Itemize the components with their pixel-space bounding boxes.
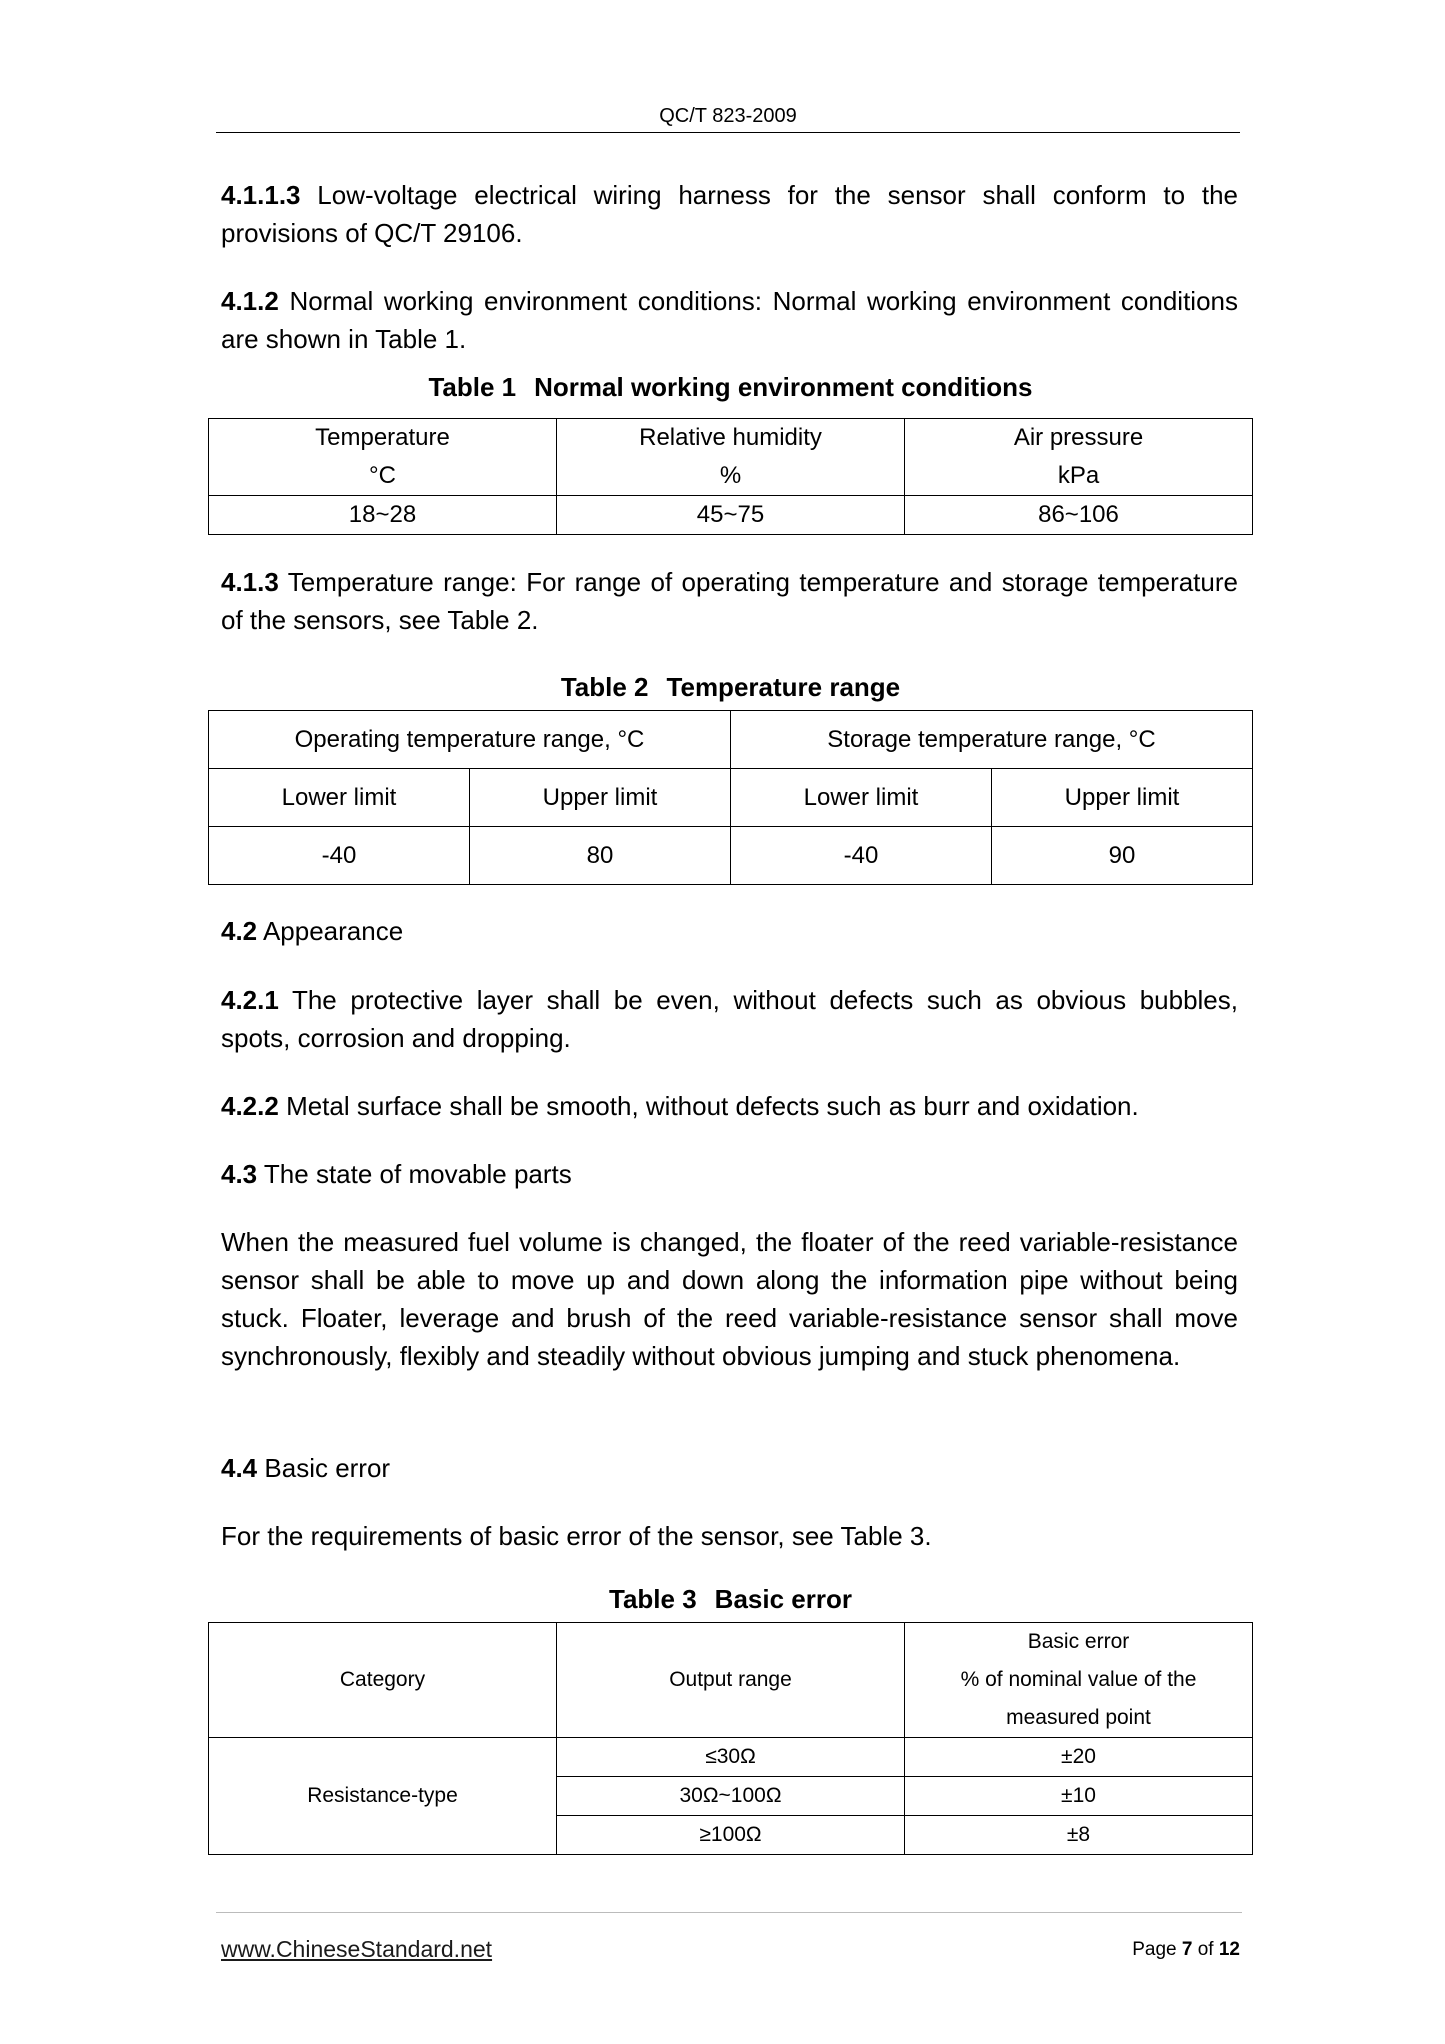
table-1-caption bbox=[208, 370, 1253, 404]
table-cell: -40 bbox=[731, 827, 992, 885]
table-cell: 90 bbox=[992, 827, 1253, 885]
header-divider bbox=[216, 132, 1240, 133]
table-cell: ±8 bbox=[905, 1816, 1253, 1855]
table-cell: 30Ω~100Ω bbox=[557, 1777, 905, 1816]
table-title: Basic error bbox=[714, 1584, 852, 1614]
footer-divider bbox=[216, 1912, 1242, 1913]
table-header-row bbox=[209, 1623, 1253, 1738]
header-cell-category: Category bbox=[209, 1623, 557, 1738]
header-label: Relative humidity bbox=[639, 424, 822, 451]
clause-4-3 bbox=[221, 1155, 1238, 1193]
clause-text: Normal working environment conditions: Normal working environment conditions are shown in Table 1. bbox=[221, 286, 1238, 354]
subheader-cell: Lower limit bbox=[209, 769, 470, 827]
clause-text: Low-voltage electrical wiring harness for the sensor shall conform to the provisions of QC/T 29106. bbox=[221, 180, 1238, 248]
unit-label: kPa bbox=[1057, 462, 1100, 489]
clause-4-3-body: When the measured fuel volume is changed, the floater of the reed variable-resistance sensor shall be able to move up and down along the information pipe without being stuck. Floater, leverage and brush of the reed variable-resistance sensor shall move synchronously, flexibly and steadily without obvious jumping and stuck phenomena. bbox=[221, 1227, 1238, 1371]
group-header-cell: Operating temperature range, °C bbox=[209, 711, 731, 769]
clause-4-1-1-3 bbox=[221, 176, 1238, 252]
clause-4-2 bbox=[221, 912, 1238, 950]
table-header-row bbox=[209, 419, 1253, 496]
clause-text: Appearance bbox=[262, 916, 404, 946]
clause-number: 4.1.1.3 bbox=[221, 180, 301, 210]
table-1-environment-conditions bbox=[208, 418, 1253, 535]
header-line: Basic error bbox=[1027, 1630, 1130, 1653]
clause-4-4-body: For the requirements of basic error of the sensor, see Table 3. bbox=[221, 1521, 932, 1551]
page-total: 12 bbox=[1218, 1939, 1240, 1960]
header-cell bbox=[905, 419, 1253, 496]
table-label: Table 3 bbox=[609, 1584, 697, 1614]
table-group-header-row bbox=[209, 711, 1253, 769]
document-id-header: QC/T 823-2009 bbox=[659, 105, 797, 127]
table-2-caption bbox=[208, 670, 1253, 704]
clause-4-1-3 bbox=[221, 563, 1238, 639]
header-cell bbox=[209, 419, 557, 496]
table-cell: 45~75 bbox=[557, 496, 905, 535]
clause-4-4 bbox=[221, 1449, 1238, 1487]
header-cell-output-range: Output range bbox=[557, 1623, 905, 1738]
clause-number: 4.1.2 bbox=[221, 286, 279, 316]
table-3-caption bbox=[208, 1582, 1253, 1616]
clause-text: The state of movable parts bbox=[263, 1159, 572, 1189]
table-title: Normal working environment conditions bbox=[534, 372, 1033, 402]
clause-number: 4.2 bbox=[221, 916, 258, 946]
table-title: Temperature range bbox=[666, 672, 901, 702]
table-label: Table 2 bbox=[560, 672, 649, 702]
unit-label: °C bbox=[369, 462, 396, 489]
table-cell: -40 bbox=[209, 827, 470, 885]
table-cell: ≥100Ω bbox=[557, 1816, 905, 1855]
page-number bbox=[1132, 1937, 1240, 1963]
footer-website-link[interactable]: www.ChineseStandard.net bbox=[221, 1936, 493, 1962]
table-2-temperature-range bbox=[208, 710, 1253, 885]
clause-text: The protective layer shall be even, without defects such as obvious bubbles, spots, corrosion and dropping. bbox=[221, 985, 1238, 1053]
table-row bbox=[209, 1738, 1253, 1777]
unit-label: % bbox=[719, 462, 742, 489]
clause-text: Temperature range: For range of operating temperature and storage temperature of the sensors, see Table 2. bbox=[221, 567, 1238, 635]
clause-number: 4.1.3 bbox=[221, 567, 279, 597]
table-label: Table 1 bbox=[428, 372, 517, 402]
table-cell: ±20 bbox=[905, 1738, 1253, 1777]
group-header-cell: Storage temperature range, °C bbox=[731, 711, 1253, 769]
table-cell: 18~28 bbox=[209, 496, 557, 535]
table-subheader-row bbox=[209, 769, 1253, 827]
clause-4-2-2 bbox=[221, 1087, 1238, 1125]
page-prefix: Page bbox=[1132, 1939, 1177, 1960]
table-cell: ±10 bbox=[905, 1777, 1253, 1816]
clause-number: 4.2.2 bbox=[221, 1091, 279, 1121]
clause-text: Metal surface shall be smooth, without defects such as burr and oxidation. bbox=[286, 1091, 1139, 1121]
clause-4-2-1 bbox=[221, 981, 1238, 1057]
clause-number: 4.2.1 bbox=[221, 985, 279, 1015]
clause-text: Basic error bbox=[264, 1453, 391, 1483]
page-of: of bbox=[1197, 1939, 1214, 1960]
clause-4-1-2 bbox=[221, 282, 1238, 358]
header-label: Air pressure bbox=[1013, 424, 1144, 451]
table-cell: 86~106 bbox=[905, 496, 1253, 535]
header-cell-basic-error bbox=[905, 1623, 1253, 1738]
subheader-cell: Lower limit bbox=[731, 769, 992, 827]
table-cell: ≤30Ω bbox=[557, 1738, 905, 1777]
subheader-cell: Upper limit bbox=[992, 769, 1253, 827]
clause-number: 4.3 bbox=[221, 1159, 258, 1189]
header-line: % of nominal value of the bbox=[960, 1668, 1197, 1691]
category-cell: Resistance-type bbox=[209, 1738, 557, 1855]
table-row bbox=[209, 827, 1253, 885]
page-current: 7 bbox=[1181, 1939, 1193, 1960]
table-cell: 80 bbox=[470, 827, 731, 885]
table-3-basic-error bbox=[208, 1622, 1253, 1855]
header-line: measured point bbox=[1006, 1706, 1151, 1729]
header-label: Temperature bbox=[315, 424, 450, 451]
clause-number: 4.4 bbox=[221, 1453, 258, 1483]
header-cell bbox=[557, 419, 905, 496]
subheader-cell: Upper limit bbox=[470, 769, 731, 827]
table-row bbox=[209, 496, 1253, 535]
